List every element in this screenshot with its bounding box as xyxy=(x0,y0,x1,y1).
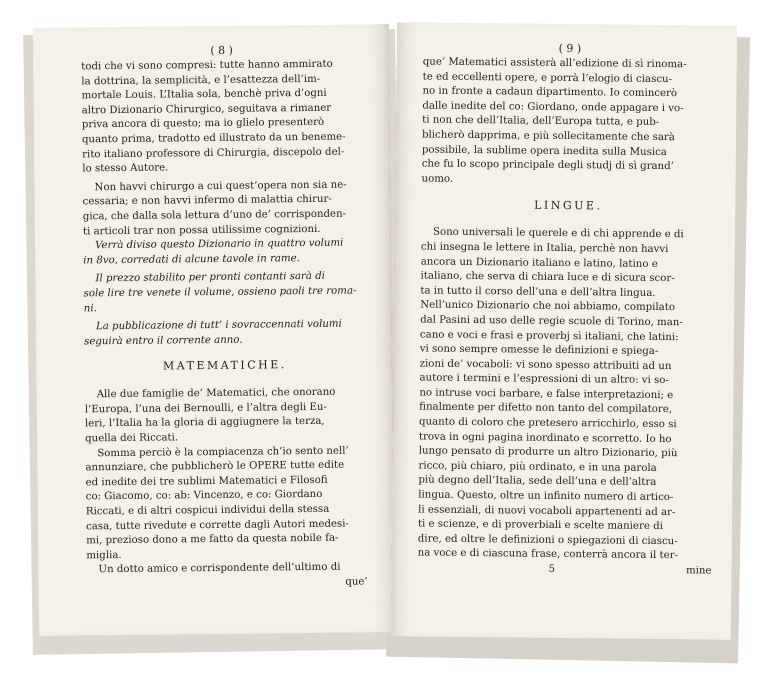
catchword: que’ xyxy=(345,576,368,588)
text-line: blicherò dapprima, e più sollecitamente che sarà xyxy=(421,129,675,144)
text-line: la dottrina, la semplicità, e l’esattezza dell’im- xyxy=(81,73,321,87)
paragraph xyxy=(82,178,364,239)
text-line: mortale Louis. L’Italia sola, benchè priva d’ogni xyxy=(81,87,327,102)
text-line: Il prezzo stabilito per pronti contanti sarà di xyxy=(95,271,326,285)
italic-paragraph xyxy=(83,270,364,317)
text-line: cano e voci e frasi e proverbj sì italiani, che latini: xyxy=(419,328,679,343)
text-line: cessaria; e non havvi infermo di malattia chirur- xyxy=(82,194,332,208)
signature-mark: 5 xyxy=(548,563,556,575)
text-line: l’Europa, l’una dei Bernoulli, e l’altra degli Eu- xyxy=(84,401,327,416)
text-line: rito italiano professore di Chirurgia, discepolo del- xyxy=(82,146,345,160)
text-line: sole lire tre venete il volume, ossieno paoli tre roma- xyxy=(83,285,357,300)
text-line: che fu lo scopo principale degli studj di sì grand’ xyxy=(421,158,674,173)
text-line: ta in tutto il corso dell’una e dell’altra lingua. xyxy=(420,285,656,299)
text-line: Somma perciò è la compiacenza ch’io sento nell’ xyxy=(97,445,349,459)
text-line: dire, ed oltre le definizioni o spiegazioni di ciascu- xyxy=(417,533,678,548)
italic-paragraph xyxy=(83,237,364,269)
text-line: gica, che dalla sola lettura d’uno de’ corrisponden- xyxy=(82,208,347,223)
text-line: vi sono sempre omesse le definizioni e spiega- xyxy=(419,343,659,358)
text-line: ti articoli trar non possa utilissime cognizioni. xyxy=(82,223,321,237)
text-line: autore i termini e l’espressioni di un altro: vi so- xyxy=(419,372,669,387)
text-line: li essenziali, di nuovi vocaboli appartenenti ad ar- xyxy=(418,504,676,518)
text-line: no in fronte a cadaun dipartimento. Io comincerò xyxy=(422,85,678,100)
text-line: ed inedite dei tre sublimi Matematici e Filosofi xyxy=(85,474,328,489)
text-line: te ed eccellenti opere, e porrà l’elogio di ciascu- xyxy=(422,71,673,85)
text-line: quella dei Riccati. xyxy=(85,432,179,445)
page-number: ( 8 ) xyxy=(210,43,233,58)
page-footer xyxy=(87,575,368,593)
text-line: que’ Matematici assisterà all’edizione di sì rinoma- xyxy=(422,56,687,71)
text-line: Alle due famiglie de’ Matematici, che onorano xyxy=(96,387,336,401)
text-line: no intruse voci barbare, e false interpretazioni; e xyxy=(419,387,674,402)
text-line: ancora un Dizionario italiano e latino, latino e xyxy=(420,256,658,270)
text-line: lingua. Questo, oltre un infinito numero di artico- xyxy=(418,489,674,504)
text-line: todi che vi sono compresi: tutte hanno ammirato xyxy=(81,58,333,73)
text-line: La pubblicazione di tutt’ i sovraccennati volumi xyxy=(95,318,342,333)
text-line: quanto di coloro che pretesero arricchirlo, esso si xyxy=(418,416,677,431)
text-line: na voce e di ciascuna frase, conterrà ancora il ter- xyxy=(417,547,679,562)
text-line: Non havvi chirurgo a cui quest’opera non sia ne- xyxy=(94,179,347,193)
text-line: casa, tutte rivedute e corrette dagli Autori medesi- xyxy=(85,518,349,532)
right-page xyxy=(391,22,737,640)
text-line: Riccati, e di altri cospicui individui della stessa xyxy=(85,503,330,518)
section-heading: LINGUE. xyxy=(534,199,603,213)
text-line: zioni de’ vocaboli: vi sono spesso attribuiti ad un xyxy=(419,358,672,372)
text-line: quanto prima, tradotto ed illustrato da un beneme- xyxy=(81,131,346,146)
text-line: co: Giacomo, co: ab: Vincenzo, e co: Giordano xyxy=(85,489,323,503)
text-line: lo stesso Autore. xyxy=(82,162,169,175)
left-page xyxy=(33,24,395,636)
text-line: Nell’unico Dizionario che noi abbiamo, compilato xyxy=(420,299,676,314)
section-heading: MATEMATICHE. xyxy=(162,358,287,373)
text-line: ni. xyxy=(83,302,97,314)
catchword: mine xyxy=(685,565,712,577)
text-line: chi insegna le lettere in Italia, perchè non havvi xyxy=(420,241,669,256)
text-line: Un dotto amico e corrispondente dell’ultimo di xyxy=(98,562,341,576)
text-line: lungo pensato di produrre un altro Dizionario, più xyxy=(418,445,678,460)
paragraph xyxy=(418,226,715,565)
text-line: mi, prezioso dono a me fatto da questa nobile fa- xyxy=(86,532,339,547)
text-line: seguirà entro il corrente anno. xyxy=(84,334,243,348)
text-line: possibile, la sublime opera inedita sulla Musica xyxy=(421,144,667,158)
text-line: leri, l’Italia ha la gloria di aggiugnere la terza, xyxy=(84,416,325,430)
text-line: in 8vo, corredati di alcune tavole in rame. xyxy=(83,252,300,267)
text-line: dalle inedite del co: Giordano, onde appagare i vo- xyxy=(422,100,684,115)
text-line: ricco, più chiaro, più ordinato, e in una parola xyxy=(418,460,657,474)
text-line: italiano, che serva di chiara luce e di sicura scor- xyxy=(420,270,675,285)
text-line: altro Dizionario Chirurgico, seguitava a rimaner xyxy=(81,102,332,117)
text-line: Verrà diviso questo Dizionario in quattro volumi xyxy=(95,237,344,252)
text-line: Sono universali le querele e di chi apprende e di xyxy=(432,226,684,241)
text-line: dal Pasini ad uso delle regie scuole di Torino, man- xyxy=(420,314,683,329)
text-line: miglia. xyxy=(86,549,122,562)
text-line: ti non che dell’Italia, dell’Europa tutta, e pub- xyxy=(422,114,660,129)
text-line: più degno dell’Italia, sede dell’una e dell’altra xyxy=(418,474,657,489)
text-line: ti e scienze, e di proverbiali e scelte maniere di xyxy=(417,518,663,533)
paragraph xyxy=(85,386,367,447)
text-line: annunziare, che pubblicherò le OPERE tutte edite xyxy=(85,459,345,474)
text-line: uomo. xyxy=(421,173,454,185)
text-line: trova in ogni pagina inordinato e scorretto. Io ho xyxy=(418,431,672,445)
paragraph xyxy=(85,444,367,564)
page-number: ( 9 ) xyxy=(558,41,582,56)
text-line: finalmente per difetto non tanto del compilatore, xyxy=(419,401,673,416)
page-footer xyxy=(417,561,711,579)
text-line: priva ancora di questo; ma io glielo presenterò xyxy=(81,117,325,131)
italic-paragraph xyxy=(84,318,365,350)
paragraph xyxy=(81,57,363,177)
paragraph xyxy=(422,56,717,190)
